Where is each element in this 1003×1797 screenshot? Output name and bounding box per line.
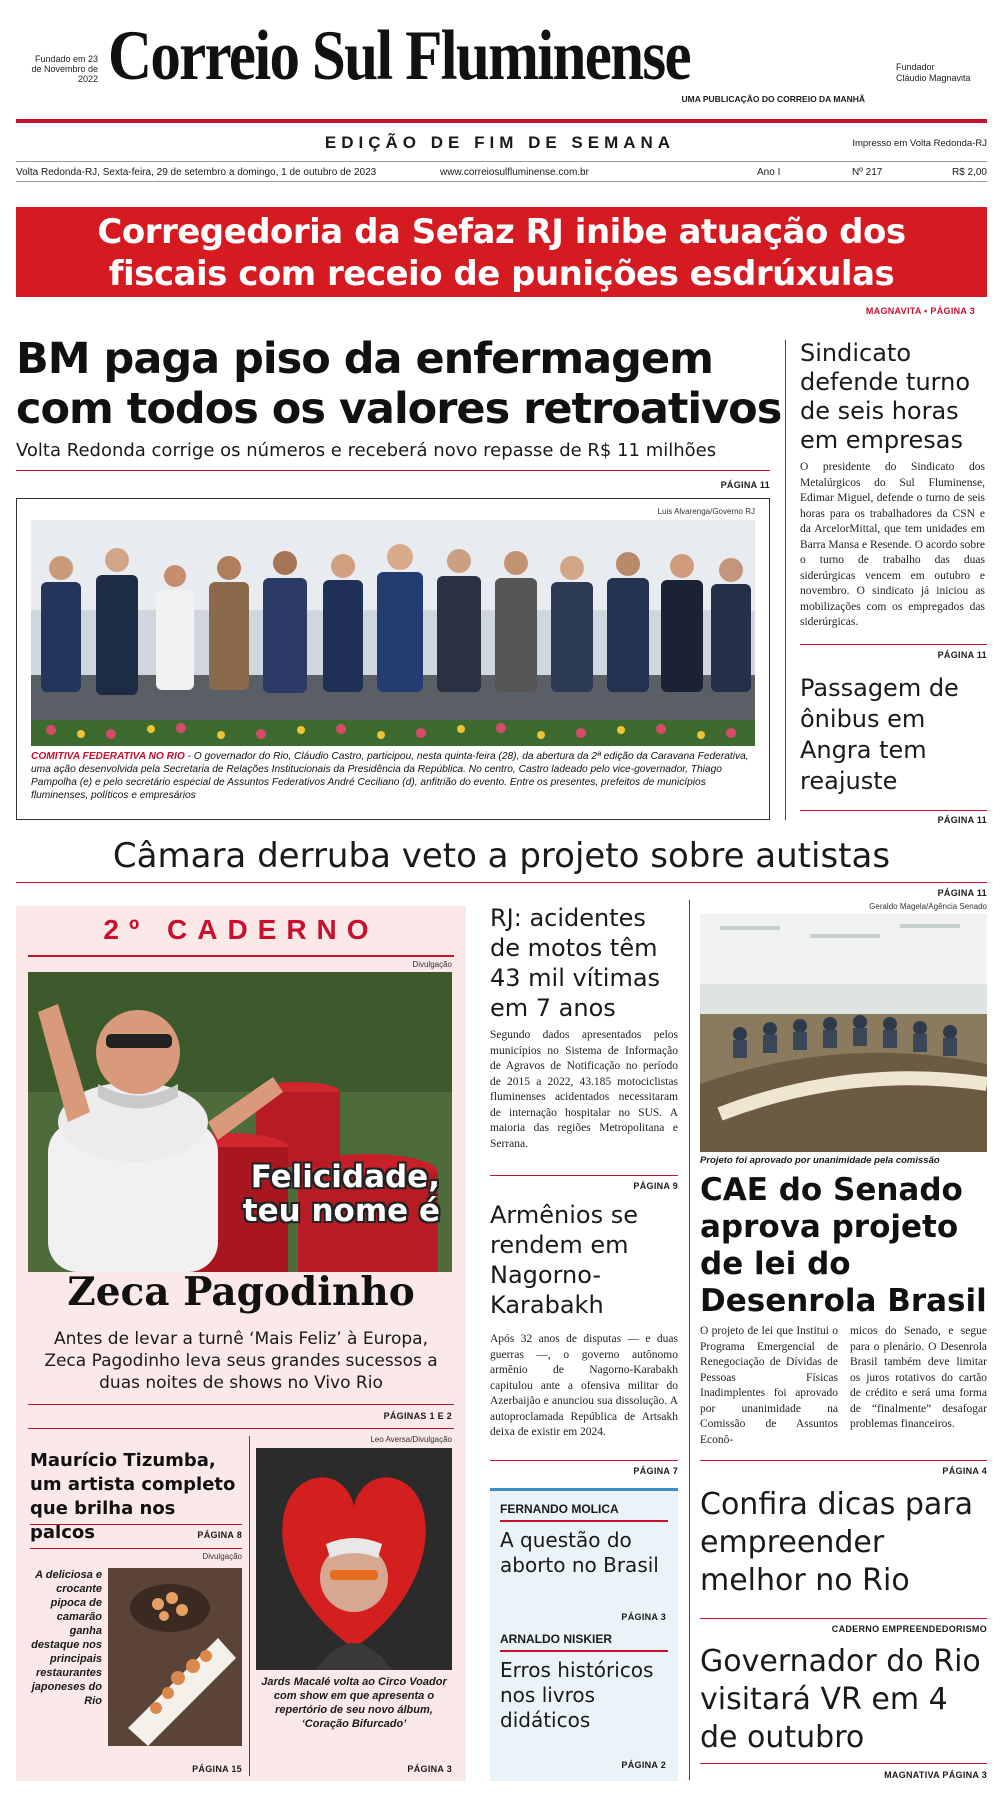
macale-photo[interactable] — [256, 1448, 452, 1670]
divider — [16, 181, 987, 182]
motos-headline[interactable]: RJ: acidentes de motos têm 43 mil vítimas em 7 anos — [490, 904, 661, 1022]
sindicato-headline[interactable]: Sindicato defende turno de seis horas em empresas — [800, 339, 971, 454]
divider — [500, 1650, 668, 1652]
lead-headline-line-1: BM paga piso da enfermagem — [16, 334, 713, 384]
column-ref-1[interactable]: PÁGINA 3 — [621, 1612, 666, 1622]
divider — [500, 1520, 668, 1522]
column-author-1: FERNANDO MOLICA — [500, 1502, 619, 1516]
tizumba-headline[interactable]: Maurício Tizumba, um artista completo que brilha nos palcos — [30, 1450, 236, 1543]
divider — [800, 810, 987, 811]
divider — [700, 1460, 987, 1461]
motos-ref[interactable]: PÁGINA 9 — [633, 1181, 678, 1191]
macale-caption: Jards Macalé volta ao Circo Voador com show em que apresenta o repertório de seu novo álbum, ‘Coração Bifurcado’ — [261, 1676, 447, 1730]
column-divider — [689, 900, 690, 1780]
armenios-body: Após 32 anos de disputas — e duas guerras —, o governo autônomo armênio de Nagorno-Karabakh capitulou ante a ofensiva militar do Azerbaijão e anunciou sua dissolução. A autoproclamada República de Artsakh deixa de existir em 2024. — [490, 1333, 678, 1438]
divider — [490, 1175, 678, 1176]
armenios-ref[interactable]: PÁGINA 7 — [633, 1466, 678, 1476]
divider — [28, 955, 454, 957]
printed-location: Impresso em Volta Redonda-RJ — [852, 138, 987, 149]
column-title-1[interactable]: A questão do aborto no Brasil — [500, 1528, 659, 1577]
column-ref-2[interactable]: PÁGINA 2 — [621, 1760, 666, 1770]
dicas-ref[interactable]: CADERNO EMPREENDEDORISMO — [831, 1624, 987, 1634]
pipoca-photo-illustration — [108, 1568, 242, 1746]
banner-ref[interactable]: MAGNAVITA • PÁGINA 3 — [865, 306, 975, 316]
banner-line-2: fiscais com receio de punições esdrúxulas — [108, 254, 895, 294]
issue-number: Nº 217 — [852, 167, 883, 178]
pipoca-ref[interactable]: PÁGINA 15 — [192, 1764, 242, 1774]
divider — [16, 882, 987, 883]
divider — [30, 1524, 242, 1525]
zeca-text: Antes de levar a turnê ‘Mais Feliz’ à Europa, Zeca Pagodinho leva seus grandes sucessos a duas noites de shows no Vivo Rio — [44, 1329, 438, 1393]
sindicato-ref[interactable]: PÁGINA 11 — [937, 650, 987, 660]
column-author-2: ARNALDO NISKIER — [500, 1632, 613, 1646]
governador-headline[interactable]: Governador do Rio visitará VR em 4 de outubro — [700, 1644, 981, 1755]
lead-photo-caption — [31, 750, 755, 802]
zeca-overlay-text — [150, 1160, 440, 1228]
caption-lead: COMITIVA FEDERATIVA NO RIO — [31, 751, 185, 762]
caderno-title[interactable]: 2º CADERNO — [103, 914, 379, 945]
overlay-line-2: teu nome é — [242, 1193, 440, 1229]
macale-photo-illustration — [256, 1448, 452, 1670]
lead-subhead: Volta Redonda corrige os números e receberá novo repasse de R$ 11 milhões — [16, 440, 717, 461]
year-label: Ano I — [757, 167, 781, 178]
sindicato-body: O presidente do Sindicato dos Metalúrgicos do Sul Fluminense, Edimar Miguel, defende o turno de seis horas para os trabalhadores da CSN e da ArcelorMittal, que tem unidades em Barra Mansa e Resende. O acordo sobre o turno de trabalho das duas siderúrgicas vencem em outubro e novembro. O sindicato já iniciou as mobilizações com os empregados das siderúrgicas. — [800, 461, 985, 628]
founder-credit — [896, 62, 996, 84]
camara-ref[interactable]: PÁGINA 11 — [937, 888, 987, 898]
pipoca-photo-credit: Divulgação — [202, 1552, 242, 1561]
event-photo-illustration — [31, 520, 755, 746]
dateline: Volta Redonda-RJ, Sexta-feira, 29 de setembro a domingo, 1 de outubro de 2023 — [16, 167, 377, 178]
masthead-title: Correio Sul Fluminense — [108, 17, 690, 95]
governador-ref[interactable]: MAGNATIVA PÁGINA 3 — [884, 1770, 987, 1780]
website-link[interactable]: www.correiosulfluminense.com.br — [440, 167, 589, 178]
divider — [800, 644, 987, 645]
lead-headline-line-2: com todos os valores retroativos — [16, 384, 782, 434]
founder-label: Fundador — [896, 62, 935, 72]
founder-name: Cláudio Magnavita — [896, 73, 971, 83]
caderno-photo-credit: Divulgação — [412, 960, 452, 969]
senado-photo-credit: Geraldo Magela/Agência Senado — [869, 902, 987, 911]
senado-photo[interactable] — [700, 914, 987, 1152]
armenios-headline[interactable]: Armênios se rendem em Nagorno-Karabakh — [490, 1201, 638, 1319]
column-divider — [785, 340, 786, 820]
edition-label: EDIÇÃO DE FIM DE SEMANA — [324, 133, 676, 152]
divider — [16, 470, 770, 471]
camara-headline[interactable]: Câmara derruba veto a projeto sobre autistas — [112, 836, 891, 876]
founded-date: Fundado em 23 de Novembro de 2022 — [31, 54, 98, 84]
divider — [700, 1618, 987, 1619]
masthead-tagline: UMA PUBLICAÇÃO DO CORREIO DA MANHÃ — [681, 94, 865, 104]
caderno-ref[interactable]: PÁGINAS 1 E 2 — [383, 1411, 452, 1421]
price: R$ 2,00 — [951, 167, 987, 178]
senado-headline[interactable]: CAE do Senado aprova projeto de lei do Desenrola Brasil — [700, 1172, 987, 1319]
macale-photo-credit: Leo Aversa/Divulgação — [370, 1435, 452, 1444]
onibus-ref[interactable]: PÁGINA 11 — [937, 815, 987, 825]
divider — [700, 1763, 987, 1764]
zeca-name[interactable]: Zeca Pagodinho — [67, 1269, 415, 1315]
divider — [16, 161, 987, 162]
lead-photo-credit: Luis Alvarenga/Governo RJ — [657, 507, 755, 516]
lead-ref[interactable]: PÁGINA 11 — [720, 480, 770, 490]
tizumba-ref[interactable]: PÁGINA 8 — [197, 1530, 242, 1540]
senado-ref[interactable]: PÁGINA 4 — [942, 1466, 987, 1476]
opinion-box-top-rule — [490, 1488, 678, 1491]
senado-body-col1: O projeto de lei que Institui o Programa Emergencial de Renegociação de Dívidas de Pessoas Físicas Inadimplentes foi aprovado por unanimidade na Comissão de Assuntos Econô- — [700, 1325, 838, 1446]
senado-body-col2: micos do Senado, e segue para o plenário. O Desenrola Brasil também deve limitar os juros rotativos do cartão de crédito e será uma forma de “finalmente” desafogar problemas financeiros. — [850, 1325, 987, 1430]
onibus-headline[interactable]: Passagem de ônibus em Angra tem reajuste — [800, 674, 959, 795]
motos-body: Segundo dados apresentados pelos municípios no Sistema de Informação de Agravos de Notificação no período de 2015 a 2022, 43.185 motociclistas fluminenses acidentados necessitaram de internação hospitalar no SUS. A maioria das regiões Metropolitana e Serrana. — [490, 1029, 678, 1150]
pipoca-photo[interactable] — [108, 1568, 242, 1746]
overlay-line-1: Felicidade, — [250, 1159, 440, 1195]
lead-photo[interactable] — [31, 520, 755, 746]
banner-headline-box[interactable] — [16, 207, 987, 297]
divider — [30, 1548, 242, 1549]
divider — [28, 1404, 454, 1405]
column-divider — [249, 1436, 250, 1776]
masthead-rule — [16, 119, 987, 123]
pipoca-caption: A deliciosa e crocante pipoca de camarão ganha destaque nos principais restaurantes japoneses do Rio — [31, 1569, 102, 1707]
lead-headline[interactable] — [16, 334, 786, 434]
column-title-2[interactable]: Erros históricos nos livros didáticos — [500, 1658, 654, 1732]
senado-photo-caption: Projeto foi aprovado por unanimidade pela comissão — [700, 1155, 940, 1166]
divider — [28, 1428, 454, 1429]
banner-headline — [16, 211, 987, 295]
caption-text: - O governador do Rio, Cláudio Castro, participou, nesta quinta-feira (28), da abertura da 2ª edição da Caravana Federativa, uma ação desenvolvida pela Secretaria de Relações Institucionais da Presidência da República. No centro, Castro ladeado pelo vice-governador, Thiago Pampolha (e) e pelo secretário especial de Assuntos Federativos André Ceciliano (d), anfitrião do evento. Entre os presentes, prefeitos de municípios fluminenses, políticos e empresários — [31, 751, 749, 801]
dicas-headline[interactable]: Confira dicas para empreender melhor no Rio — [700, 1487, 974, 1598]
banner-line-1: Corregedoria da Sefaz RJ inibe atuação dos — [97, 212, 906, 252]
macale-ref[interactable]: PÁGINA 3 — [407, 1764, 452, 1774]
divider — [490, 1460, 678, 1461]
senado-photo-illustration — [700, 914, 987, 1152]
